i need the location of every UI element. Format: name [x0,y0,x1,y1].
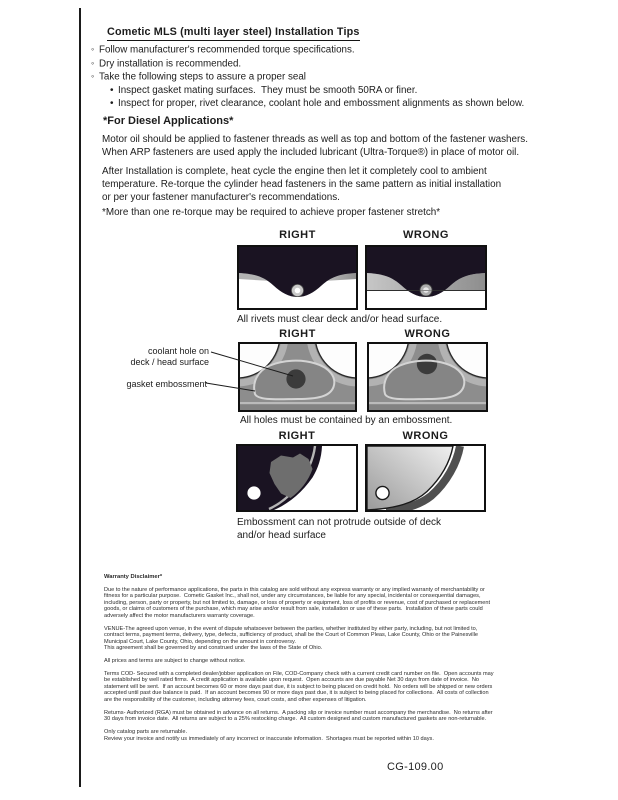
fig1-right-diagram [237,245,358,310]
edge-right-graphic [238,446,356,510]
embossment-wrong-graphic [369,344,486,410]
bolt-hole-graphic [376,486,389,499]
list-item [91,57,524,71]
retorque-note: *More than one re-torque may be required to achieve proper fastener stretch* [102,207,441,218]
fig2-wrong-diagram [367,342,488,412]
list-item [91,43,524,57]
open-bullet-icon: ◦ [91,44,95,54]
fig1-right-label: RIGHT [279,229,316,241]
list-item-text: Take the following steps to assure a proper seal [99,71,306,83]
coolant-hole-graphic [417,354,437,374]
rivet-wrong-graphic [367,247,485,308]
fig3-wrong-label: WRONG [402,430,449,442]
fig1-caption: All rivets must clear deck and/or head surface. [237,314,443,325]
diesel-section-heading: *For Diesel Applications* [103,115,234,127]
page-edge-rule [79,8,81,787]
gasket-embossment-callout: gasket embossment [126,379,207,389]
sub-list-item [91,97,524,110]
diesel-paragraph-1: Motor oil should be applied to fastener threads as well as top and bottom of the fastener washers. When ARP fasteners are used apply the included lubricant (Ultra-Torque®) in place of motor oil. [102,134,528,159]
terms-paragraph: Terms COD- Secured with a completed dealer/jobber application on File, COD-Company check with a current credit card number on file. Open accounts may be established by well rated firms. A credit application is available upon request. Open accounts are due payable Net 30 days from date of invoice. No statement will be sent. If an account becomes 60 or more days past due, it is subject to being placed on credit hold. No orders will be shipped or new orders accepted until past due balance is paid. If an account becomes 90 or more days past due, it is subject to being placed for collections. All costs of collection are the responsibility of the customer, including attorney fees, court costs, and other expenses of litigation. [104,670,494,703]
venue-paragraph: VENUE-The agreed upon venue, in the event of dispute whatsoever between the parties, whether instituted by either party, including, but not limited to, contract terms, payment terms, delivery, type, defects, sufficiency of product, shall be the Court of Common Pleas, Lake County, Ohio or the Painesville Municipal Court, Lake County, Ohio, depending on the amount in controversy. This agreement shall be governed by and construed under the laws of the State of Ohio. [104,625,479,652]
list-item-text: Follow manufacturer's recommended torque specifications. [99,44,355,56]
coolant-hole-pointer-line [211,352,293,376]
list-item-text: Inspect for proper, rivet clearance, coolant hole and embossment alignments as shown below. [118,97,525,109]
bullet-icon: • [110,97,114,109]
fig2-caption: All holes must be contained by an embossment. [240,415,453,426]
diesel-paragraph-2: After Installation is complete, heat cycle the engine then let it completely cool to ambient temperature. Re-torque the cylinder head fasteners in the same pattern as initial installation or per your fastener manufacturer's recommendations. [102,166,502,204]
fig1-wrong-label: WRONG [403,229,449,241]
sub-list-item [91,84,524,97]
edge-wrong-graphic [367,446,484,510]
page-code: CG-109.00 [387,761,444,773]
lower-strip [369,405,486,410]
fig3-wrong-diagram [365,444,486,512]
fig1-wrong-diagram [365,245,487,310]
warranty-disclaimer-heading: Warranty Disclaimer* [104,574,163,580]
page-title: Cometic MLS (multi layer steel) Installation Tips [107,26,360,41]
installation-tips-list [91,43,524,110]
list-item-text: Inspect gasket mating surfaces. They must be smooth 50RA or finer. [118,84,418,96]
open-bullet-icon: ◦ [91,71,95,82]
rivet-right-graphic [239,247,356,308]
bolt-hole-graphic [247,486,260,499]
list-item-text: Dry installation is recommended. [99,58,242,70]
fig2-right-label: RIGHT [279,328,316,340]
open-bullet-icon: ◦ [91,57,95,68]
coolant-hole-callout: coolant hole on deck / head surface [130,346,209,367]
fig3-right-diagram [236,444,358,512]
warranty-paragraph: Due to the nature of performance applications, the parts in this catalog are sold without any express warranty or any implied warranty of merchantability or fitness for a particular purpose. Cometic Gasket Inc., shall not, under any circumstances, be liable for any special, incidental or consequential damages, including, person, party or property, but not limited to, damage, or loss of property or equipment, loss of profits or revenue, cost of purchased or replacement goods, or claims of customers of the purchase, which may arise and/or result from sale, installation or use of these parts. Installation of these parts could adversely affect the motor manufacturers warranty coverage. [104,586,491,619]
list-item [91,70,524,84]
fig3-caption: Embossment can not protrude outside of deck and/or head surface [237,517,442,541]
returns-paragraph: Returns- Authorized (RGA) must be obtained in advance on all returns. A packing slip or invoice number must accompany the merchandise. No returns after 30 days from invoice date. All returns are subject to a 25% restocking charge. All custom designed and custom manufactured gaskets are non-returnable. [104,709,493,723]
rivet-center [295,288,301,294]
callout-pointer-lines [200,344,305,400]
legal-section [104,574,534,749]
fig3-right-label: RIGHT [278,430,316,442]
prices-paragraph: All prices and terms are subject to change without notice. [104,658,246,665]
catalog-returns-paragraph: Only catalog parts are returnable. Review your invoice and notify us immediately of any incorrect or inaccurate information. Shortages must be reported within 10 days. [104,729,434,742]
fig2-wrong-label: WRONG [404,328,451,340]
embossment-pointer-line [206,383,255,391]
bullet-icon: • [110,84,114,96]
lower-strip [240,405,355,410]
